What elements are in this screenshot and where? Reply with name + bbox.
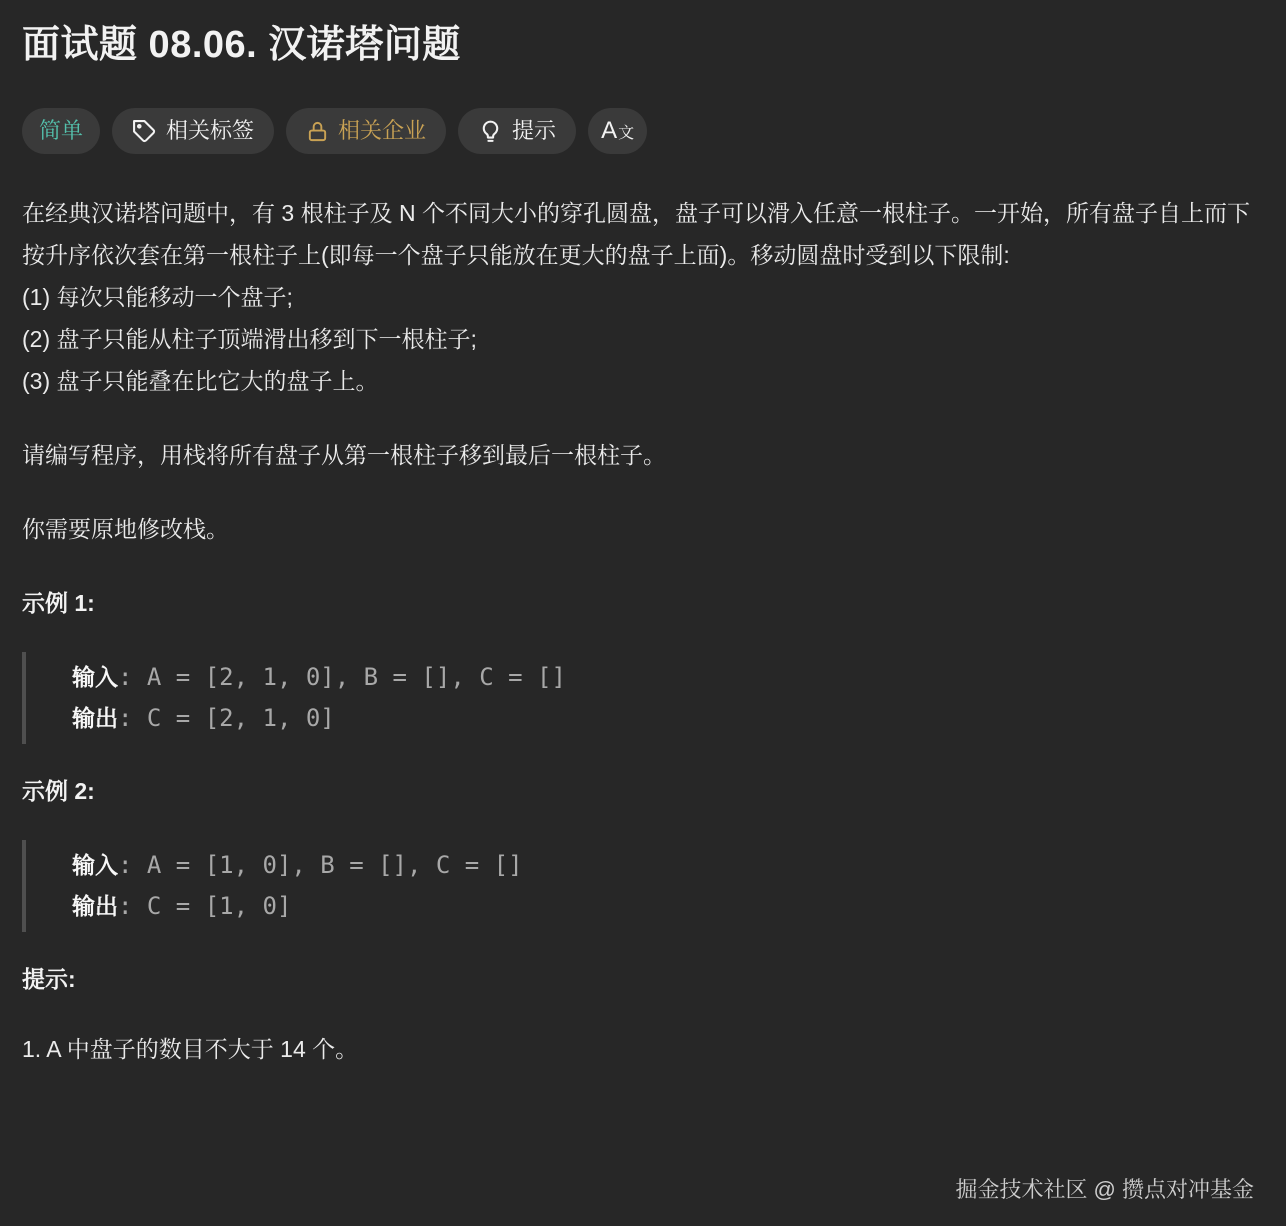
example-1-block xyxy=(22,652,1264,744)
footer-credit: 掘金技术社区 @ 攒点对冲基金 xyxy=(955,1177,1254,1202)
page-title: 面试题 08.06. 汉诺塔问题 xyxy=(22,24,461,66)
hint-button[interactable] xyxy=(458,108,576,154)
translate-icon: A 文 xyxy=(601,117,635,144)
lightbulb-icon xyxy=(478,119,503,144)
tag-icon xyxy=(132,119,157,144)
difficulty-label: 简单 xyxy=(39,118,84,143)
input-label: 输入 xyxy=(72,852,118,878)
example-2-input-line xyxy=(72,845,1264,886)
related-tags-button[interactable] xyxy=(112,108,274,154)
input-code: : A = [2, 1, 0], B = [], C = [] xyxy=(118,663,566,691)
lock-icon xyxy=(306,120,329,143)
intro-paragraph xyxy=(22,192,1264,402)
related-tags-label: 相关标签 xyxy=(166,118,255,143)
related-companies-button[interactable] xyxy=(286,108,446,154)
example-1-title: 示例 1: xyxy=(22,590,95,616)
badge-row xyxy=(22,108,1264,154)
related-companies-label: 相关企业 xyxy=(338,118,427,143)
output-code: : C = [1, 0] xyxy=(118,892,292,920)
difficulty-badge xyxy=(22,108,100,154)
constraint-line-1: (1) 每次只能移动一个盘子; xyxy=(22,284,293,310)
output-code: : C = [2, 1, 0] xyxy=(118,704,335,732)
example-2-title: 示例 2: xyxy=(22,778,95,804)
hints-title: 提示: xyxy=(22,966,76,992)
example-2-output-line xyxy=(72,886,1264,927)
example-1-input-line xyxy=(72,657,1264,698)
hint-item: 1. A 中盘子的数目不大于 14 个。 xyxy=(22,1036,359,1062)
input-label: 输入 xyxy=(72,664,118,690)
input-code: : A = [1, 0], B = [], C = [] xyxy=(118,851,523,879)
note-text: 你需要原地修改栈。 xyxy=(22,516,229,542)
translate-button[interactable] xyxy=(588,108,647,154)
intro-text: 在经典汉诺塔问题中，有 3 根柱子及 N 个不同大小的穿孔圆盘，盘子可以滑入任意一根柱子。一开始，所有盘子自上而下按升序依次套在第一根柱子上(即每一个盘子只能放在更大的盘子上面)。移动圆盘时受到以下限制: xyxy=(22,200,1250,268)
constraint-line-2: (2) 盘子只能从柱子顶端滑出移到下一根柱子; xyxy=(22,326,477,352)
problem-description xyxy=(22,192,1264,1070)
output-label: 输出 xyxy=(72,893,118,919)
output-label: 输出 xyxy=(72,705,118,731)
page xyxy=(0,22,1286,1226)
example-1-output-line xyxy=(72,698,1264,739)
example-2-block xyxy=(22,840,1264,932)
problem-panel xyxy=(0,22,1286,1070)
hint-label: 提示 xyxy=(512,118,557,143)
constraint-line-3: (3) 盘子只能叠在比它大的盘子上。 xyxy=(22,368,379,394)
task-text: 请编写程序，用栈将所有盘子从第一根柱子移到最后一根柱子。 xyxy=(22,442,666,468)
